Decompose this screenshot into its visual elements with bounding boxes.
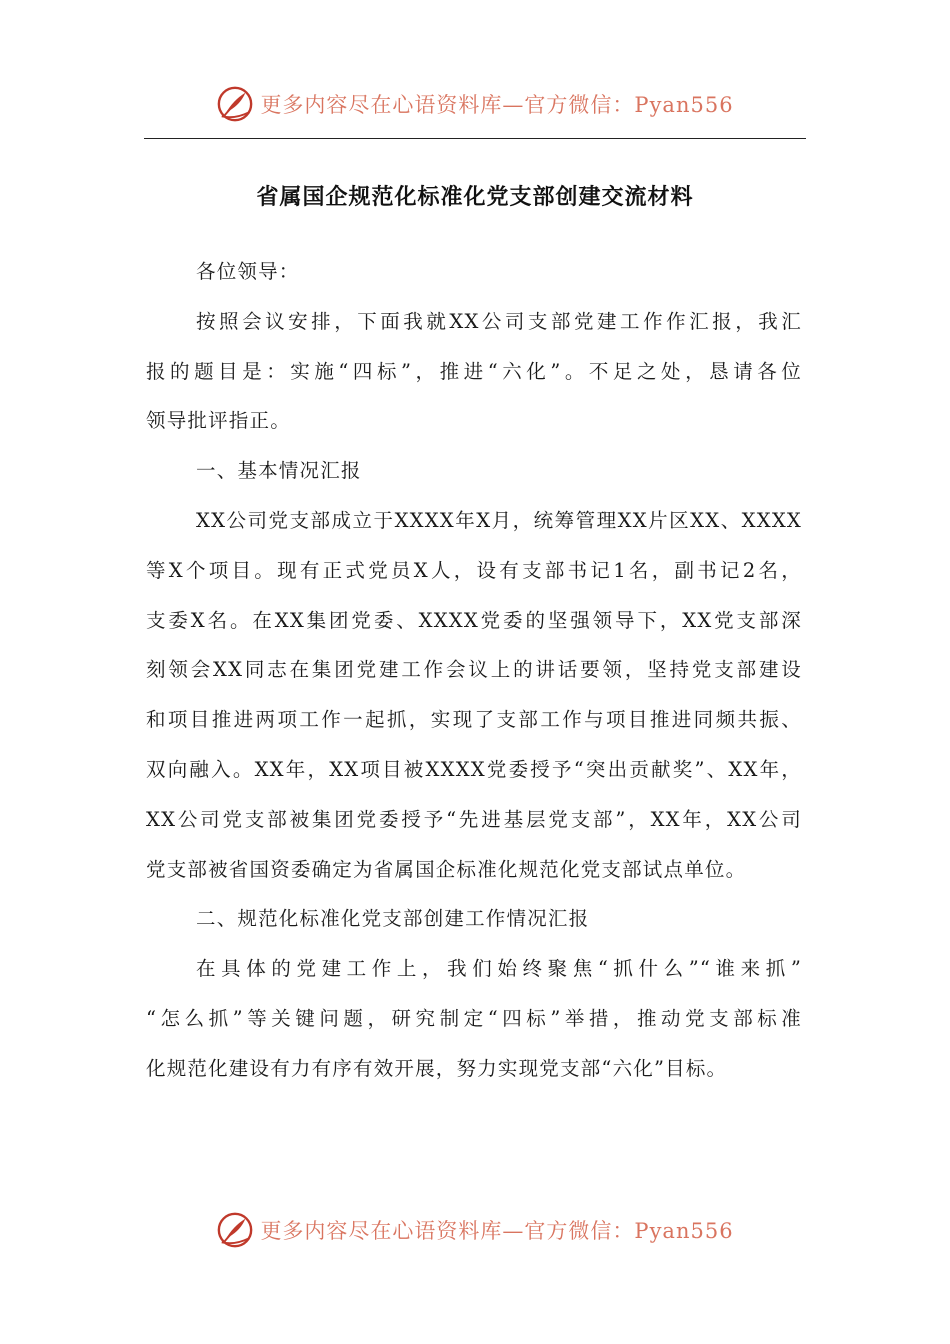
paragraph-line: 和项目推进两项工作一起抓，实现了支部工作与项目推进同频共振、 <box>146 708 802 732</box>
footer-watermark-banner <box>0 1208 950 1252</box>
quill-logo-icon <box>216 1211 254 1249</box>
salutation: 各位领导： <box>196 260 300 283</box>
header-watermark-text: 更多内容尽在心语资料库—官方微信：Pyan556 <box>260 93 734 117</box>
paragraph-line: “怎么抓”等关键问题，研究制定“四标”举措，推动党支部标准 <box>146 1006 802 1030</box>
paragraph-line: 领导批评指正。 <box>146 409 291 433</box>
paragraph-line: XX公司党支部被集团党委授予“先进基层党支部”，XX年，XX公司 <box>146 807 802 831</box>
paragraph-line: 按照会议安排，下面我就XX公司支部党建工作作汇报，我汇 <box>196 309 802 333</box>
paragraph-line: 支委X名。在XX集团党委、XXXX党委的坚强领导下，XX党支部深 <box>146 608 802 632</box>
footer-watermark-text: 更多内容尽在心语资料库—官方微信：Pyan556 <box>260 1219 734 1243</box>
paragraph-line: XX公司党支部成立于XXXX年X月，统筹管理XX片区XX、XXXX <box>196 508 802 532</box>
paragraph-line: 党支部被省国资委确定为省属国企标准化规范化党支部试点单位。 <box>146 857 747 881</box>
section-heading: 一、基本情况汇报 <box>196 459 362 483</box>
paragraph-line: 刻领会XX同志在集团党建工作会议上的讲话要领，坚持党支部建设 <box>146 658 802 682</box>
document-title: 省属国企规范化标准化党支部创建交流材料 <box>256 185 694 210</box>
header-divider <box>144 138 806 139</box>
paragraph-line: 等X个项目。现有正式党员X人，设有支部书记1名，副书记2名， <box>146 558 802 582</box>
paragraph-line: 报的题目是：实施“四标”，推进“六化”。不足之处，恳请各位 <box>146 359 802 383</box>
paragraph-line: 双向融入。XX年，XX项目被XXXX党委授予“突出贡献奖”、XX年， <box>146 757 802 781</box>
header-watermark-banner <box>0 82 950 126</box>
paragraph-line: 化规范化建设有力有序有效开展，努力实现党支部“六化”目标。 <box>146 1056 728 1080</box>
quill-logo-icon <box>216 85 254 123</box>
paragraph-line: 在具体的党建工作上，我们始终聚焦“抓什么”“谁来抓” <box>196 957 802 981</box>
document-body <box>146 247 802 1094</box>
section-heading: 二、规范化标准化党支部创建工作情况汇报 <box>196 907 590 931</box>
